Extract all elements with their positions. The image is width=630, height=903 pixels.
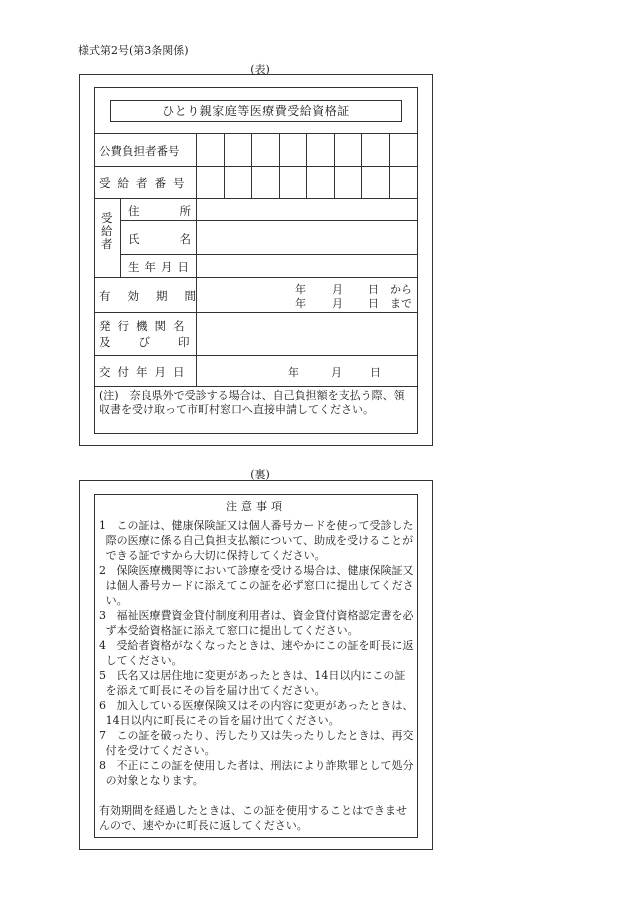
note-number: 6 (99, 699, 106, 712)
validity-label: 有効期間 (99, 289, 213, 303)
issuer-label-line2: 及び印 (99, 335, 218, 349)
note-number: 8 (99, 759, 106, 772)
grid-line (120, 220, 418, 221)
public-payer-number-label (99, 143, 191, 159)
note-number: 3 (99, 609, 106, 622)
validity-to-month: 月 (332, 297, 343, 310)
grid-line (224, 133, 225, 166)
grid-line (389, 166, 390, 198)
validity-from-day: 日 (368, 283, 379, 296)
grid-line (306, 133, 307, 166)
validity-to-year: 年 (295, 297, 306, 310)
recipient-number-label: 受給者番号 (99, 176, 192, 190)
note-number: 5 (99, 669, 106, 682)
issue-date-day: 日 (370, 366, 381, 379)
front-note: (注) 奈良県外で受診する場合は、自己負担額を支払う際、領収書を受け取って市町村窓口へ直接申請してください。 (99, 389, 405, 416)
note-item (99, 698, 415, 728)
note-item (99, 518, 415, 563)
grid-line (279, 133, 280, 166)
note-final: 有効期間を経過したときは、この証を使用することはできませんので、速やかに町長に返してください。 (99, 804, 407, 832)
note-number: 2 (99, 564, 106, 577)
grid-line (94, 166, 418, 167)
grid-line (361, 166, 362, 198)
validity-from-suffix: から (390, 283, 412, 296)
grid-line (224, 166, 225, 198)
note-text: 氏名又は居住地に変更があったときは、14日以内にこの証を添えて町長にその旨を届け出てください。 (105, 669, 406, 697)
name-label: 氏名 (128, 232, 231, 246)
note-item (99, 608, 415, 638)
note-text: 加入している医療保険又はその内容に変更があったときは、14日以内に町長にその旨を届け出てください。 (105, 699, 414, 727)
address-label: 住所 (128, 204, 231, 218)
issue-date-month: 月 (331, 366, 342, 379)
grid-line (279, 166, 280, 198)
issue-date-label: 交付年月日 (99, 365, 192, 379)
form-number: 様式第2号(第3条関係) (78, 44, 189, 57)
grid-line (94, 133, 418, 134)
validity-from-month: 月 (332, 283, 343, 296)
front-side-label: (表) (250, 63, 270, 76)
note-number: 4 (99, 639, 106, 652)
grid-line (334, 166, 335, 198)
card-title: ひとり親家庭等医療費受給資格証 (110, 100, 402, 122)
note-number: 1 (99, 519, 106, 532)
grid-line (94, 386, 418, 387)
label-text: 公費負担者番号 (99, 144, 180, 158)
note-text: 受給者資格がなくなったときは、速やかにこの証を町長に返してください。 (105, 639, 414, 667)
validity-to-day: 日 (368, 297, 379, 310)
grid-line (120, 198, 121, 277)
note-number: 7 (99, 729, 106, 742)
notes-list (99, 518, 415, 844)
issuer-label-line1: 発行機関名 (99, 319, 192, 333)
note-item (99, 638, 415, 668)
note-item (99, 758, 415, 788)
grid-line (389, 133, 390, 166)
grid-line (94, 198, 418, 199)
grid-line (120, 254, 418, 255)
note-text: この証は、健康保険証又は個人番号カードを使って受診した際の医療に係る自己負担支払額について、助成を受けることができる証ですから大切に保持してください。 (105, 519, 414, 562)
note-text: 不正にこの証を使用した者は、刑法により詐欺罪として処分の対象となります。 (105, 759, 414, 787)
note-item (99, 563, 415, 608)
grid-line (94, 355, 418, 356)
note-item (99, 728, 415, 758)
grid-line (306, 166, 307, 198)
grid-line (251, 133, 252, 166)
notes-title: 注意事項 (226, 500, 286, 513)
note-text: 福祉医療費資金貸付制度利用者は、資金貸付資格認定書を必ず本受給資格証に添えて窓口に提出してください。 (105, 609, 414, 637)
issue-date-year: 年 (288, 366, 299, 379)
grid-line (251, 166, 252, 198)
validity-to-suffix: まで (390, 297, 412, 310)
back-side-label: (裏) (250, 468, 270, 481)
grid-line (361, 133, 362, 166)
grid-line (94, 312, 418, 313)
validity-from-year: 年 (295, 283, 306, 296)
grid-line (94, 277, 418, 278)
recipient-group-label: 受給者 (101, 211, 113, 251)
birthdate-label: 生年月日 (128, 260, 194, 274)
grid-line (334, 133, 335, 166)
note-item (99, 668, 415, 698)
note-text: 保険医療機関等において診療を受ける場合は、健康保険証又は個人番号カードに添えてこの証を必ず窓口に提出してください。 (105, 564, 414, 607)
note-text: この証を破ったり、汚したり又は失ったりしたときは、再交付を受けてください。 (105, 729, 414, 757)
